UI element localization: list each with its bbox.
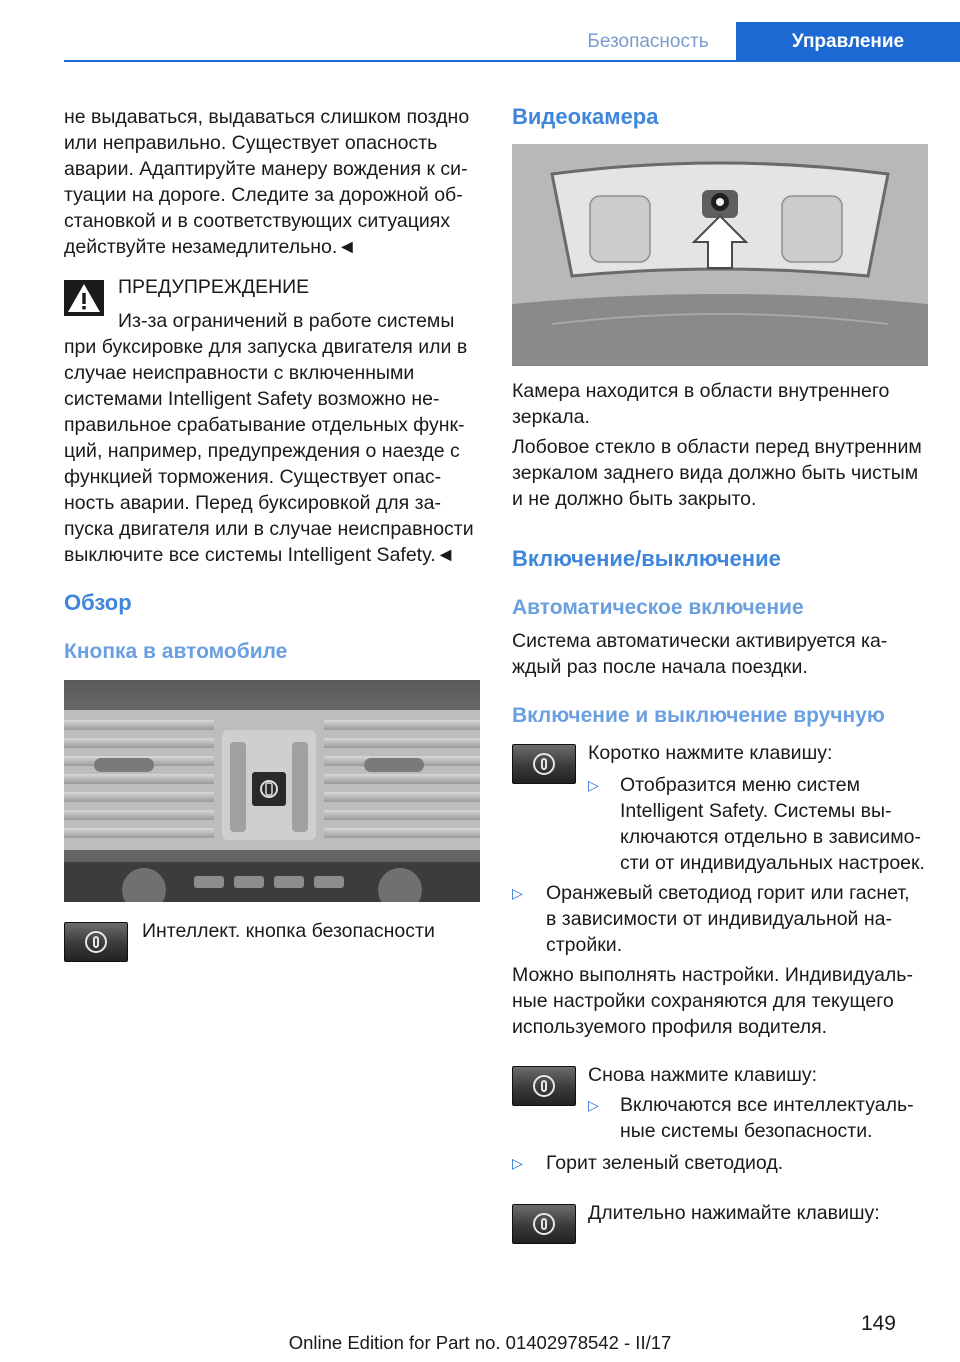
heading-button-in-car: Кнопка в автомобиле [64, 640, 288, 663]
text-line: Можно выполнять настройки. Индивидуаль- [512, 964, 913, 986]
safety-button-icon [512, 1204, 576, 1244]
warning-body [64, 334, 474, 568]
text-line: случае неисправности с включенными [64, 362, 415, 384]
auto-on-text [512, 628, 887, 680]
text-line: ные настройки сохраняются для текущего [512, 990, 894, 1012]
heading-manual-on-off: Включение и выключение вручную [512, 704, 885, 727]
text-line: стройки. [546, 934, 623, 956]
text-line: становкой и в соответствующих ситуациях [64, 210, 451, 232]
text-line: или неправильно. Существует опасность [64, 132, 438, 154]
press-again-text: Снова нажмите клавишу: [588, 1064, 818, 1086]
text-line: туации на дороге. Следите за дорожной об- [64, 184, 463, 206]
text-line: в зависимости от индивидуальной на- [546, 908, 892, 930]
text-line: Лобовое стекло в области перед внутренним [512, 436, 922, 458]
text-line: правильное срабатывание отдельных функ- [64, 414, 465, 436]
heading-auto-on: Автоматическое включение [512, 596, 804, 619]
bullet-orange-led [546, 880, 910, 958]
text-line: ций, например, предупреждения о наезде с [64, 440, 460, 462]
heading-on-off: Включение/выключение [512, 546, 781, 571]
intro-paragraph [64, 104, 469, 260]
settings-text [512, 962, 913, 1040]
text-line: используемого профиля водителя. [512, 1016, 828, 1038]
text-line: ные системы безопасности. [620, 1120, 873, 1142]
text-line: Оранжевый светодиод горит или гаснет, [546, 882, 910, 904]
bullet-icon: ▷ [512, 885, 523, 901]
text-line: зеркала. [512, 406, 590, 428]
camera-image [512, 144, 928, 366]
press-short-text: Коротко нажмите клавишу: [588, 742, 833, 764]
text-line: Система автоматически активируется ка- [512, 630, 888, 652]
page-number: 149 [860, 1312, 896, 1335]
text-line: действуйте незамедлительно.◄ [64, 236, 357, 258]
edition-footer: Online Edition for Part no. 01402978542 - II/17 [288, 1332, 672, 1353]
heading-camera: Видеокамера [512, 104, 659, 129]
text-line: аварии. Адаптируйте манеру вождения к си- [64, 158, 468, 180]
text-line: ключаются отдельно в зависимо- [620, 826, 922, 848]
bullet-icon: ▷ [588, 1097, 599, 1113]
text-line: системами Intelligent Safety возможно не- [64, 388, 440, 410]
text-line: Включаются все интеллектуаль- [620, 1094, 914, 1116]
text-line: при буксировке для запуска двигателя или в [64, 336, 468, 358]
warning-icon [64, 280, 104, 316]
safety-button-icon [512, 744, 576, 784]
text-line: зеркалом заднего вида должно быть чистым [512, 462, 919, 484]
bullet-menu-displayed [620, 772, 925, 876]
tab-safety[interactable]: Безопасность [587, 31, 709, 52]
camera-location-text [512, 378, 889, 430]
text-line: и не должно быть закрыто. [512, 488, 757, 510]
windshield-text [512, 434, 922, 512]
text-line: Камера находится в области внутреннего [512, 380, 890, 402]
bullet-icon: ▷ [512, 1155, 523, 1171]
text-line: выключите все системы Intelligent Safety.◄ [64, 544, 456, 566]
text-line: не выдаваться, выдаваться слишком поздно [64, 106, 470, 128]
text-line: сти от индивидуальных настроек. [620, 852, 925, 874]
text-line: Отобразится меню систем [620, 774, 861, 796]
text-line: ность аварии. Перед буксировкой для за- [64, 492, 441, 514]
text-line: пуска двигателя или в случае неисправности [64, 518, 474, 540]
heading-overview: Обзор [64, 590, 132, 615]
safety-button-icon [512, 1066, 576, 1106]
dashboard-button-image [64, 680, 480, 902]
text-line: функцией торможения. Существует опас- [64, 466, 442, 488]
text-line: Intelligent Safety. Системы вы- [620, 800, 892, 822]
bullet-icon: ▷ [588, 777, 599, 793]
bullet-all-systems-on [620, 1092, 914, 1144]
header-rule [64, 60, 960, 62]
warning-title: ПРЕДУПРЕЖДЕНИЕ [118, 276, 310, 298]
press-long-text: Длительно нажимайте клавишу: [588, 1202, 880, 1224]
bullet-green-led: Горит зеленый светодиод. [546, 1152, 784, 1174]
warning-line: Из-за ограничений в работе системы [118, 310, 455, 332]
tab-controls[interactable]: Управление [736, 22, 960, 62]
button-caption: Интеллект. кнопка безопасности [142, 920, 435, 942]
text-line: ждый раз после начала поездки. [512, 656, 808, 678]
safety-button-icon [64, 922, 128, 962]
